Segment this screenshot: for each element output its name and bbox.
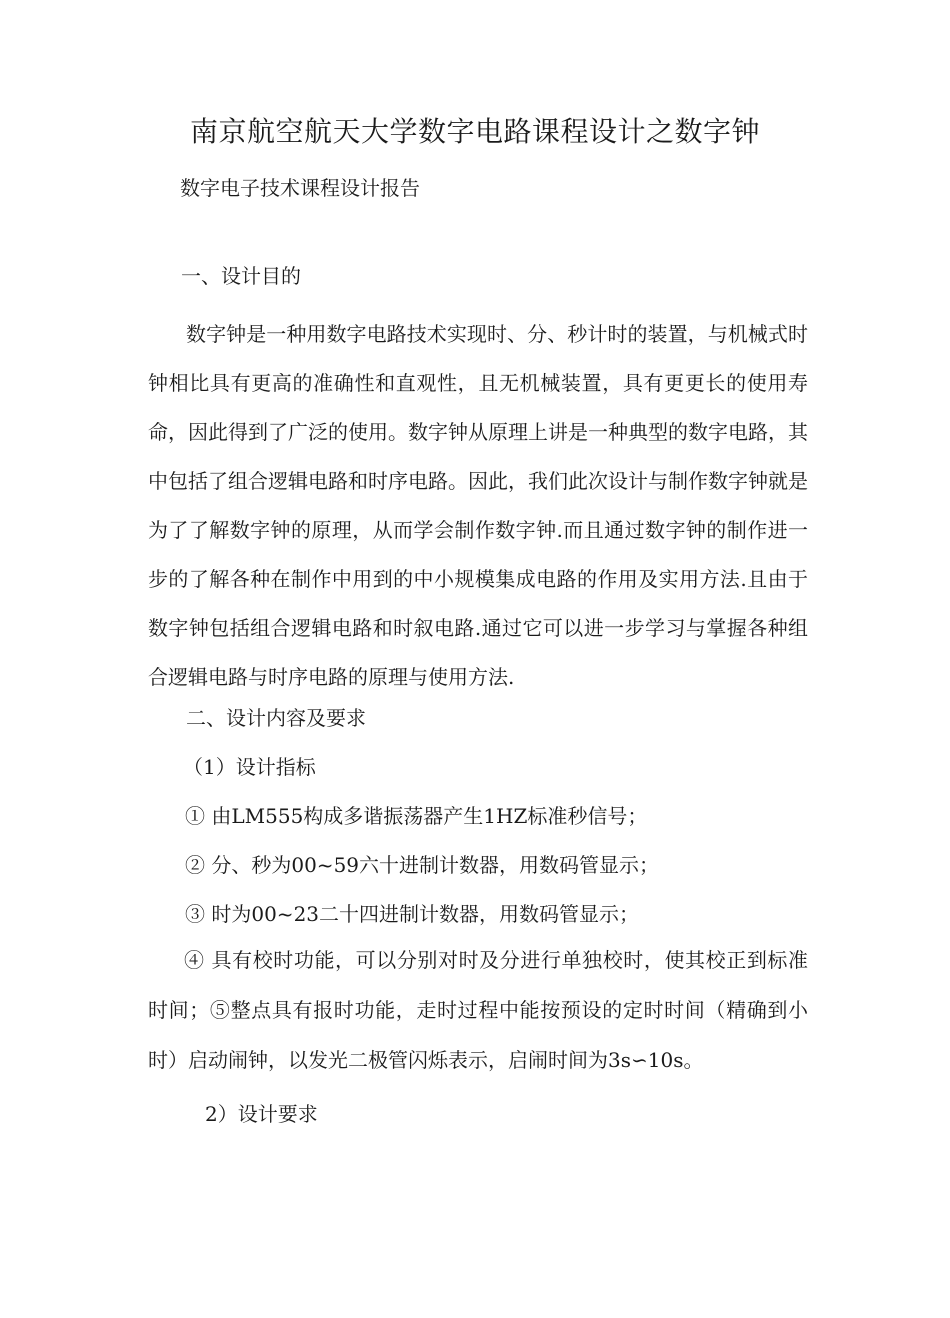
- requirement-item: ① 由LM555构成多谐振荡器产生1HZ标准秒信号；: [185, 804, 648, 828]
- section-heading-purpose: 一、设计目的: [181, 264, 301, 288]
- document-subtitle: 数字电子技术课程设计报告: [180, 176, 420, 200]
- requirement-item: ② 分、秒为00~59六十进制计数器，用数码管显示；: [185, 853, 660, 877]
- subsection-heading-indicators: （1）设计指标: [183, 755, 316, 779]
- requirement-item: ③ 时为00~23二十四进制计数器，用数码管显示；: [185, 902, 640, 926]
- document-title: 南京航空航天大学数字电路课程设计之数字钟: [189, 115, 760, 148]
- section-heading-content: 二、设计内容及要求: [186, 706, 366, 730]
- requirement-item: ④ 具有校时功能，可以分别对时及分进行单独校时，使其校正到标准时间；⑤整点具有报时功能，走时过程中能按预设的定时时间（精确到小时）启动闹钟，以发光二极管闪烁表示，启闹时间为3s∽10s。: [148, 948, 808, 1072]
- purpose-paragraph: 数字钟是一种用数字电路技术实现时、分、秒计时的装置，与机械式时钟相比具有更高的准确性和直观性，且无机械装置，具有更更长的使用寿命，因此得到了广泛的使用。数字钟从原理上讲是一种典型的数字电路，其中包括了组合逻辑电路和时序电路。因此，我们此次设计与制作数字钟就是为了了解数字钟的原理，从而学会制作数字钟.而且通过数字钟的制作进一步的了解各种在制作中用到的中小规模集成电路的作用及实用方法.且由于数字钟包括组合逻辑电路和时叙电路.通过它可以进一步学习与掌握各种组合逻辑电路与时序电路的原理与使用方法.: [148, 322, 808, 689]
- subsection-heading-requirements: 2）设计要求: [205, 1102, 318, 1126]
